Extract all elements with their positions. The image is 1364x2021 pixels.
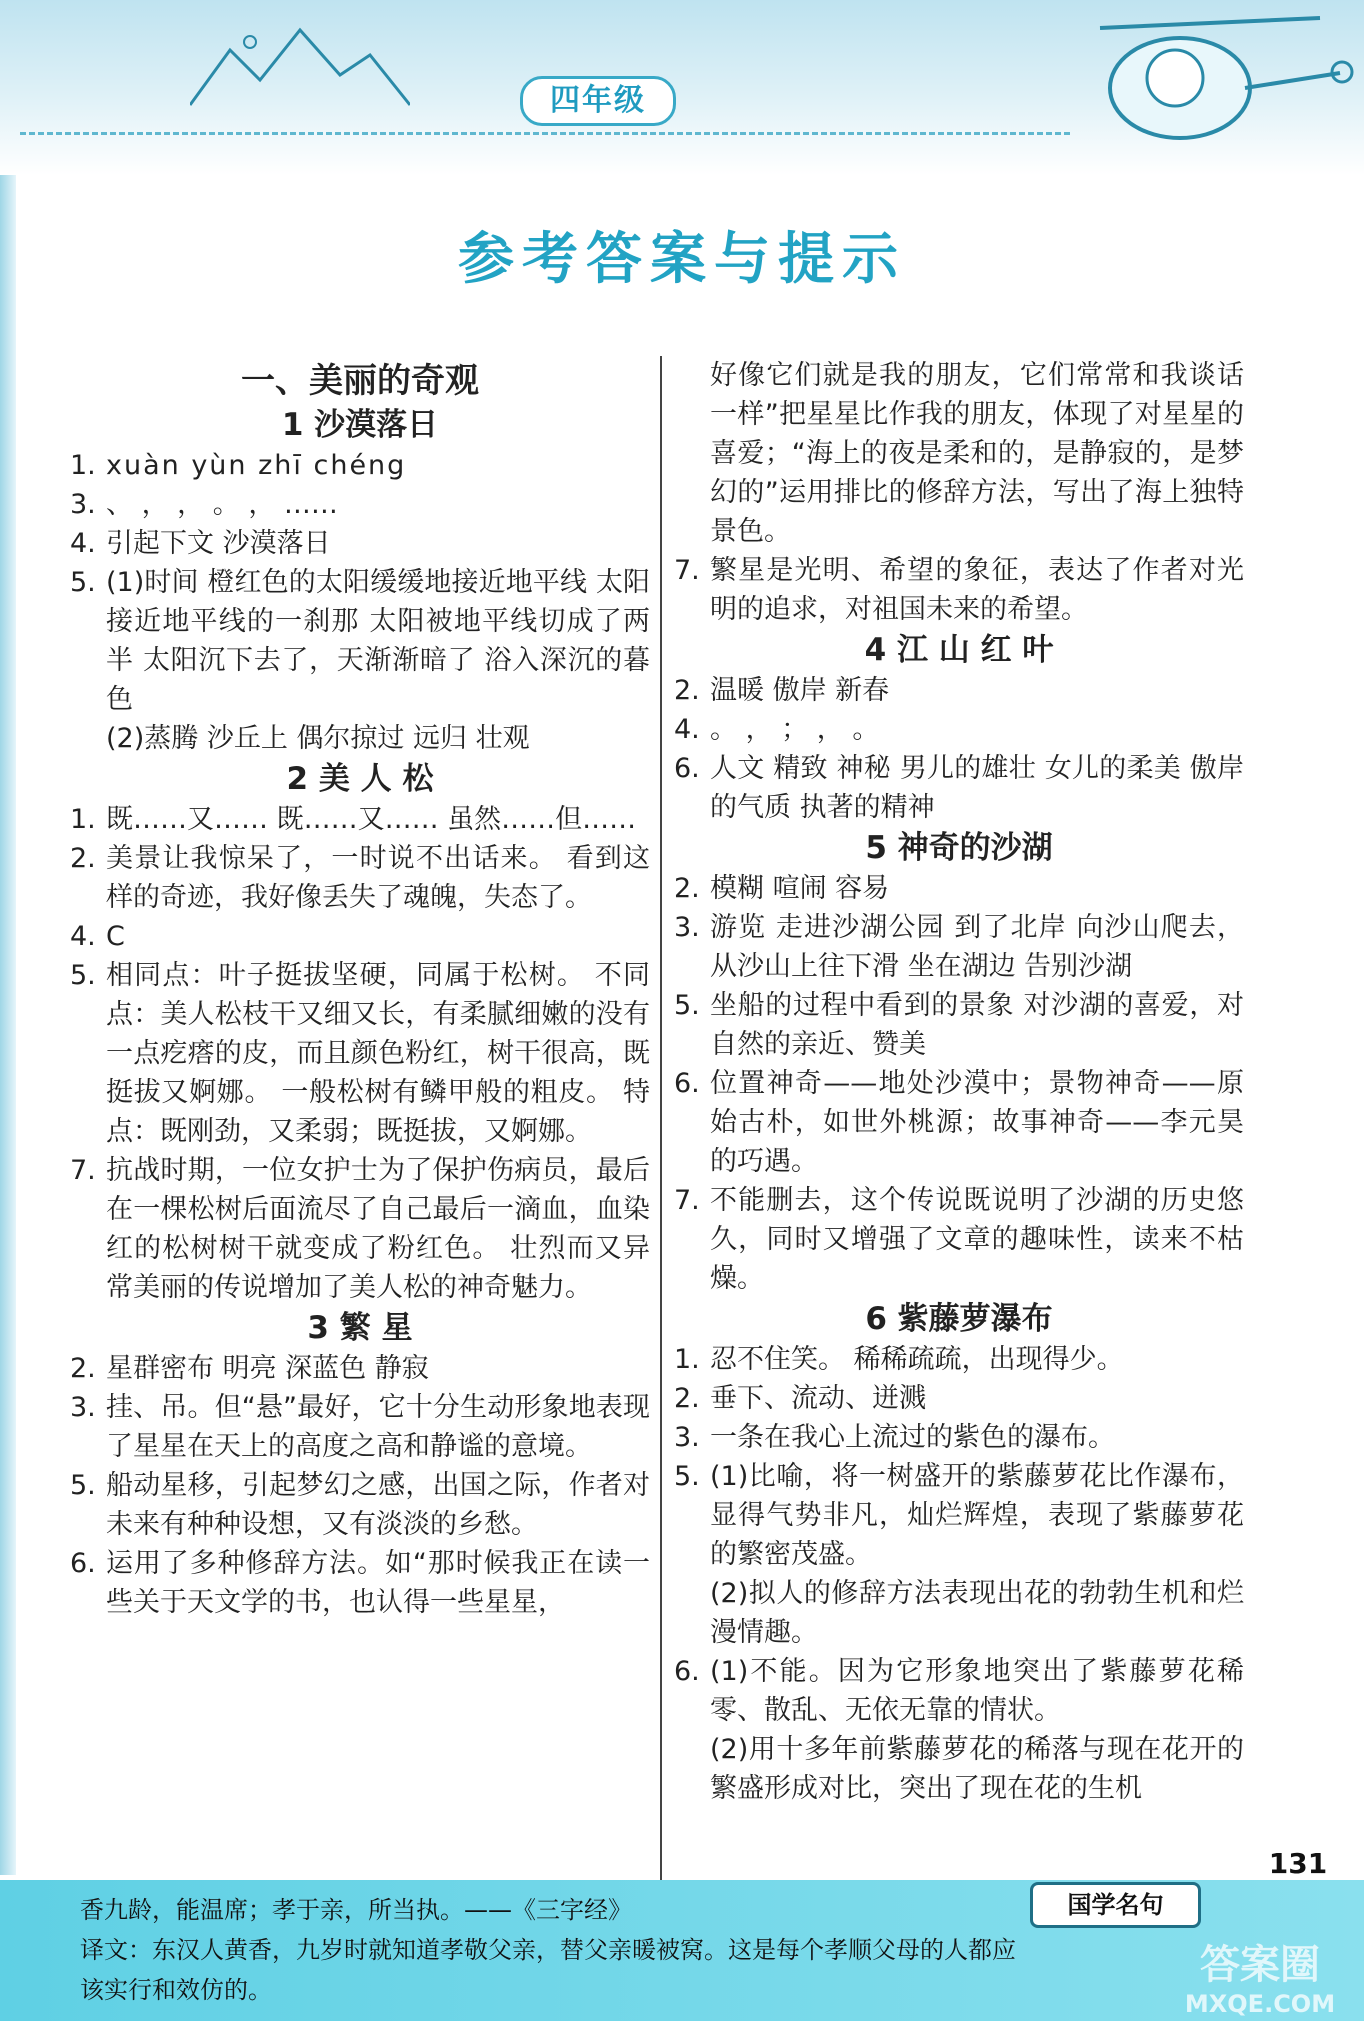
answer-number: 4. [674,714,700,745]
answer-text: 垂下、流动、迸溅 [710,1383,926,1414]
lesson-title: 1 沙漠落日 [281,407,439,443]
answer-item [674,1181,1244,1298]
footer-quote [80,1890,1020,2010]
answer-number: 2. [70,1353,96,1384]
answer-item [674,1379,1244,1418]
answer-text: 抗战时期，一位女护士为了保护伤病员，最后在一棵松树后面流尽了自己最后一滴血，血染红的松树树干就变成了粉红色。 壮烈而又异常美丽的传说增加了美人松的神奇魅力。 [106,1155,650,1303]
answer-text: (2)用十多年前紫藤萝花的稀落与现在花开的繁盛形成对比，突出了现在花的生机 [710,1734,1244,1804]
answer-number [674,1574,710,1652]
answer-item [674,1730,1244,1808]
quote-line: 香九龄，能温席；孝于亲，所当执。——《三字经》 [80,1896,632,1924]
answer-text: xuàn yùn zhī chéng [106,450,407,481]
answer-number: 5. [70,1470,96,1501]
answer-text: 船动星移，引起梦幻之感，出国之际，作者对未来有种种设想，又有淡淡的乡愁。 [106,1470,650,1540]
answer-number: 3. [674,1422,700,1453]
answer-text: 、 ， ， 。 ， …… [106,489,338,520]
answer-number: 7. [674,1185,700,1216]
watermark-url: MXQE.COM [1184,1990,1336,2018]
lesson-title: 6 紫藤萝瀑布 [865,1301,1053,1337]
answer-text: 位置神奇——地处沙漠中；景物神奇——原始古朴，如世外桃源；故事神奇——李元昊的巧遇。 [710,1068,1244,1177]
answer-text: 引起下文 沙漠落日 [106,528,331,559]
answer-text: 既……又…… 既……又…… 虽然……但…… [106,804,637,835]
answer-number: 6. [674,1656,700,1687]
answer-text: 繁星是光明、希望的象征，表达了作者对光明的追求，对祖国未来的希望。 [710,555,1244,625]
watermark-logo [1160,1930,1360,2020]
answer-text: 温暖 傲岸 新春 [710,675,890,706]
answer-text: (1)比喻，将一树盛开的紫藤萝花比作瀑布，显得气势非凡，灿烂辉煌，表现了紫藤萝花的繁密茂盛。 [710,1461,1244,1570]
answer-item [70,917,650,956]
answer-text: C [106,921,125,952]
answer-item [674,908,1244,986]
left-column [70,356,650,1622]
answer-item [70,524,650,563]
answer-number: 2. [674,675,700,706]
answer-number: 6. [70,1548,96,1579]
mountain-illustration [190,20,410,110]
answer-text: 星群密布 明亮 深蓝色 静寂 [106,1353,429,1384]
answer-item [70,719,650,758]
unit-title: 一、美丽的奇观 [241,361,479,401]
page-title: 参考答案与提示 [458,227,906,292]
answer-number [70,719,106,758]
answer-text: 坐船的过程中看到的景象 对沙湖的喜爱，对自然的亲近、赞美 [710,990,1244,1060]
answer-text: 一条在我心上流过的紫色的瀑布。 [710,1422,1115,1453]
answer-number: 5. [674,1461,700,1492]
answer-item [674,1340,1244,1379]
answer-item [674,551,1244,629]
answer-number: 1. [70,450,96,481]
answer-item [674,710,1244,749]
answer-item [674,1064,1244,1181]
answer-number: 7. [70,1155,96,1186]
answer-text: 人文 精致 神秘 男儿的雄壮 女儿的柔美 傲岸的气质 执著的精神 [710,753,1244,823]
answer-item [70,1388,650,1466]
helicopter-illustration [1060,8,1360,158]
answer-text: 游览 走进沙湖公园 到了北岸 向沙山爬去，从沙山上往下滑 坐在湖边 告别沙湖 [710,912,1244,982]
answer-number: 6. [674,1068,700,1099]
page-header [0,0,1364,175]
quote-translation: 译文：东汉人黄香，九岁时就知道孝敬父亲，替父亲暖被窝。这是每个孝顺父母的人都应该实行和效仿的。 [80,1936,1016,2004]
lesson-title: 2 美 人 松 [286,761,434,797]
answer-item [70,563,650,719]
answer-number: 2. [70,843,96,874]
answer-text: (2)拟人的修辞方法表现出花的勃勃生机和烂漫情趣。 [710,1578,1244,1648]
answer-item [70,446,650,485]
answer-number [674,1730,710,1808]
answer-number: 7. [674,555,700,586]
answer-text: 忍不住笑。 稀稀疏疏，出现得少。 [710,1344,1124,1375]
answer-number: 3. [674,912,700,943]
answer-number: 1. [674,1344,700,1375]
answer-continued [674,356,1244,551]
left-lessons [70,404,650,1622]
answer-item [70,1544,650,1622]
answer-text: 美景让我惊呆了，一时说不出话来。 看到这样的奇迹，我好像丢失了魂魄，失态了。 [106,843,650,913]
answer-text: 相同点：叶子挺拔坚硬，同属于松树。 不同点：美人松枝干又细又长，有柔腻细嫩的没有一点疙瘩的皮，而且颜色粉红，树干很高，既挺拔又婀娜。 一般松树有鳞甲般的粗皮。 特点：既刚劲，又柔弱；既挺拔，又婀娜。 [106,960,650,1147]
right-column [674,356,1244,1808]
answer-item [674,1457,1244,1574]
answer-text: 好像它们就是我的朋友，它们常常和我谈话一样”把星星比作我的朋友，体现了对星星的喜爱；“海上的夜是柔和的，是静寂的，是梦幻的”运用排比的修辞方法，写出了海上独特景色。 [710,360,1244,547]
answer-text: 挂、吊。但“悬”最好，它十分生动形象地表现了星星在天上的高度之高和静谧的意境。 [106,1392,650,1462]
answer-text: (1)时间 橙红色的太阳缓缓地接近地平线 太阳接近地平线的一刹那 太阳被地平线切成了两半 太阳沉下去了，天渐渐暗了 浴入深沉的暮色 [106,567,650,715]
lesson-title: 4 江 山 红 叶 [864,632,1054,668]
answer-item [674,1574,1244,1652]
grade-label: 四年级 [520,76,676,126]
answer-item [70,839,650,917]
answer-number: 5. [70,567,96,598]
left-margin-bar [0,175,16,1875]
answer-item [674,749,1244,827]
answer-number: 3. [70,489,96,520]
answer-item [70,1349,650,1388]
answer-item [674,671,1244,710]
watermark-text: 答案圈 [1200,1942,1320,1988]
guoxue-badge: 国学名句 [1030,1882,1201,1928]
answer-item [70,956,650,1151]
answer-number: 6. [674,753,700,784]
dashed-flight-line [20,132,1070,135]
lesson-title: 3 繁 星 [307,1310,413,1346]
answer-text: 模糊 喧闹 容易 [710,873,890,904]
answer-item [70,485,650,524]
lesson-title: 5 神奇的沙湖 [865,830,1053,866]
answer-number: 3. [70,1392,96,1423]
answer-number: 5. [70,960,96,991]
answer-number: 4. [70,528,96,559]
answer-item [70,1151,650,1307]
answer-text: 不能删去，这个传说既说明了沙湖的历史悠久，同时又增强了文章的趣味性，读来不枯燥。 [710,1185,1244,1294]
answer-number: 2. [674,873,700,904]
answer-item [674,1418,1244,1457]
column-divider [660,356,662,1921]
right-continued-items [674,551,1244,629]
answer-item [70,1466,650,1544]
answer-item [70,800,650,839]
answer-text: 。 ， ； ， 。 [710,714,880,745]
answer-item [674,869,1244,908]
right-lessons [674,629,1244,1808]
answer-text: 运用了多种修辞方法。如“那时候我正在读一些关于天文学的书，也认得一些星星， [106,1548,650,1618]
page-number: 131 [1262,1840,1334,1884]
answer-text: (2)蒸腾 沙丘上 偶尔掠过 远归 壮观 [106,723,530,754]
answer-number: 1. [70,804,96,835]
answer-number: 2. [674,1383,700,1414]
answer-item [674,1652,1244,1730]
answer-text: (1)不能。因为它形象地突出了紫藤萝花稀零、散乱、无依无靠的情状。 [710,1656,1244,1726]
answer-item [674,986,1244,1064]
answer-number: 5. [674,990,700,1021]
answer-number: 4. [70,921,96,952]
